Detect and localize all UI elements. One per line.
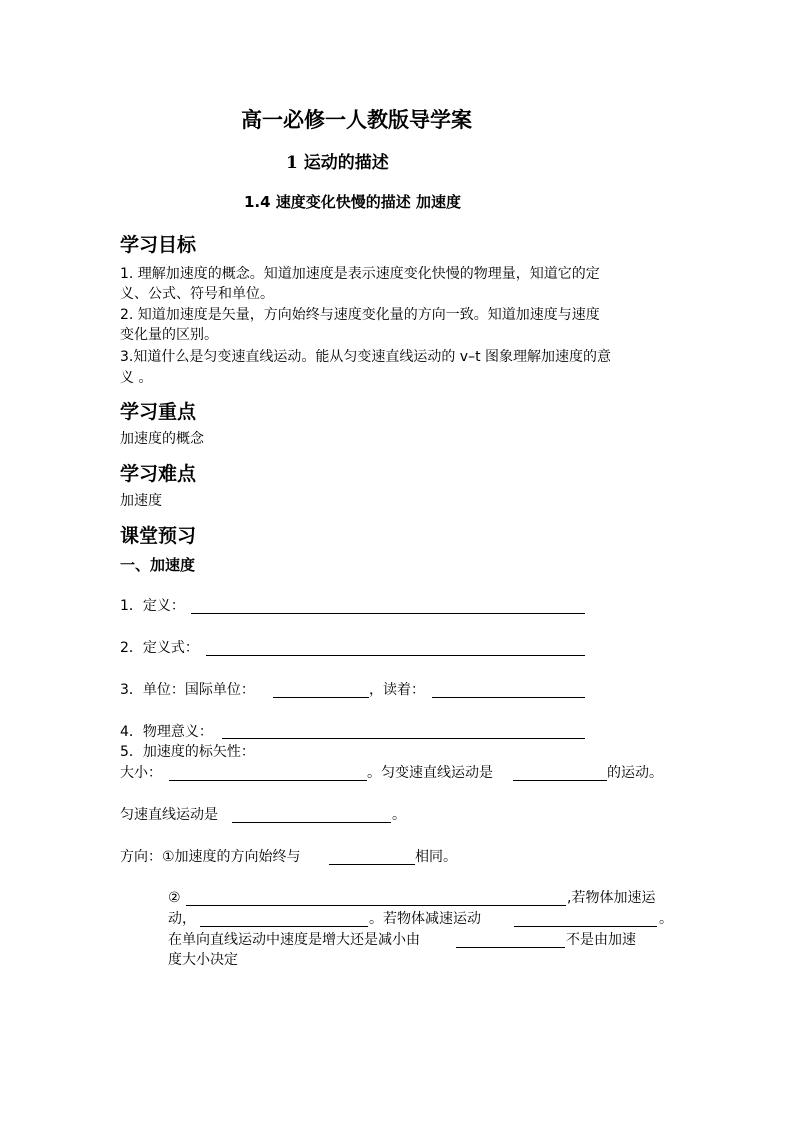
uniform-motion-suffix: 。 [392, 807, 406, 823]
uniform-motion-blank[interactable] [232, 822, 391, 823]
speed-change-suffix: 不是由加速 [566, 932, 636, 948]
circled-two: ② [168, 890, 181, 906]
uniform-accel-suffix: 的运动。 [607, 765, 663, 781]
direction-blank[interactable] [329, 864, 415, 865]
key-point-text: 加速度的概念 [120, 431, 204, 447]
formula-blank[interactable] [206, 655, 585, 656]
reading-label: ，读着： [369, 682, 425, 698]
size-blank[interactable] [169, 780, 367, 781]
definition-blank[interactable] [191, 613, 585, 614]
goal-line: 3.知道什么是匀变速直线运动。能从匀变速直线运动的 v–t 图象理解加速度的意 [120, 349, 612, 365]
goal-line: 1. 理解加速度的概念。知道加速度是表示速度变化快慢的物理量，知道它的定 [120, 266, 600, 282]
speed-change-blank[interactable] [456, 947, 565, 948]
speed-change-end: 度大小决定 [168, 952, 238, 968]
goals-heading: 学习目标 [120, 234, 197, 256]
decelerating-suffix: 。 [659, 911, 673, 927]
key-point-heading: 学习重点 [120, 401, 197, 423]
goal-line: 义、公式、符号和单位。 [120, 286, 274, 302]
meaning-label: 4．物理意义： [120, 724, 213, 740]
vector-label: 5．加速度的标矢性： [120, 744, 255, 760]
uniform-motion-label: 匀速直线运动是 [120, 807, 218, 823]
direction-label: 方向：①加速度的方向始终与 [120, 849, 301, 865]
goal-line: 义 。 [120, 370, 153, 386]
chapter-title: 1 运动的描述 [286, 153, 389, 173]
direction-rule-blank[interactable] [186, 905, 566, 906]
accelerating-label: ,若物体加速运 [567, 890, 656, 906]
motion-label: 动， [168, 911, 196, 927]
difficulty-heading: 学习难点 [120, 463, 197, 485]
formula-label: 2．定义式： [120, 640, 199, 656]
document-title: 高一必修一人教版导学案 [241, 107, 472, 132]
section-title: 1.4 速度变化快慢的描述 加速度 [244, 193, 462, 211]
goal-line: 2. 知道加速度是矢量，方向始终与速度变化量的方向一致。知道加速度与速度 [120, 307, 600, 323]
speed-change-label: 在单向直线运动中速度是增大还是减小由 [168, 932, 420, 948]
decelerating-label: 。若物体减速运动 [369, 911, 481, 927]
direction-suffix: 相同。 [415, 849, 457, 865]
preview-heading: 课堂预习 [120, 525, 197, 547]
goal-line: 变化量的区别。 [120, 327, 218, 343]
difficulty-text: 加速度 [120, 493, 162, 509]
decelerating-blank[interactable] [514, 926, 657, 927]
unit-blank[interactable] [273, 697, 369, 698]
meaning-blank[interactable] [222, 738, 585, 739]
accelerating-blank[interactable] [200, 926, 368, 927]
uniform-accel-blank[interactable] [513, 780, 607, 781]
uniform-accel-label: 。匀变速直线运动是 [367, 765, 493, 781]
definition-label: 1．定义： [120, 598, 185, 614]
part-heading: 一、加速度 [120, 556, 196, 574]
reading-blank[interactable] [432, 697, 585, 698]
unit-label: 3．单位：国际单位： [120, 682, 255, 698]
size-label: 大小： [120, 765, 162, 781]
